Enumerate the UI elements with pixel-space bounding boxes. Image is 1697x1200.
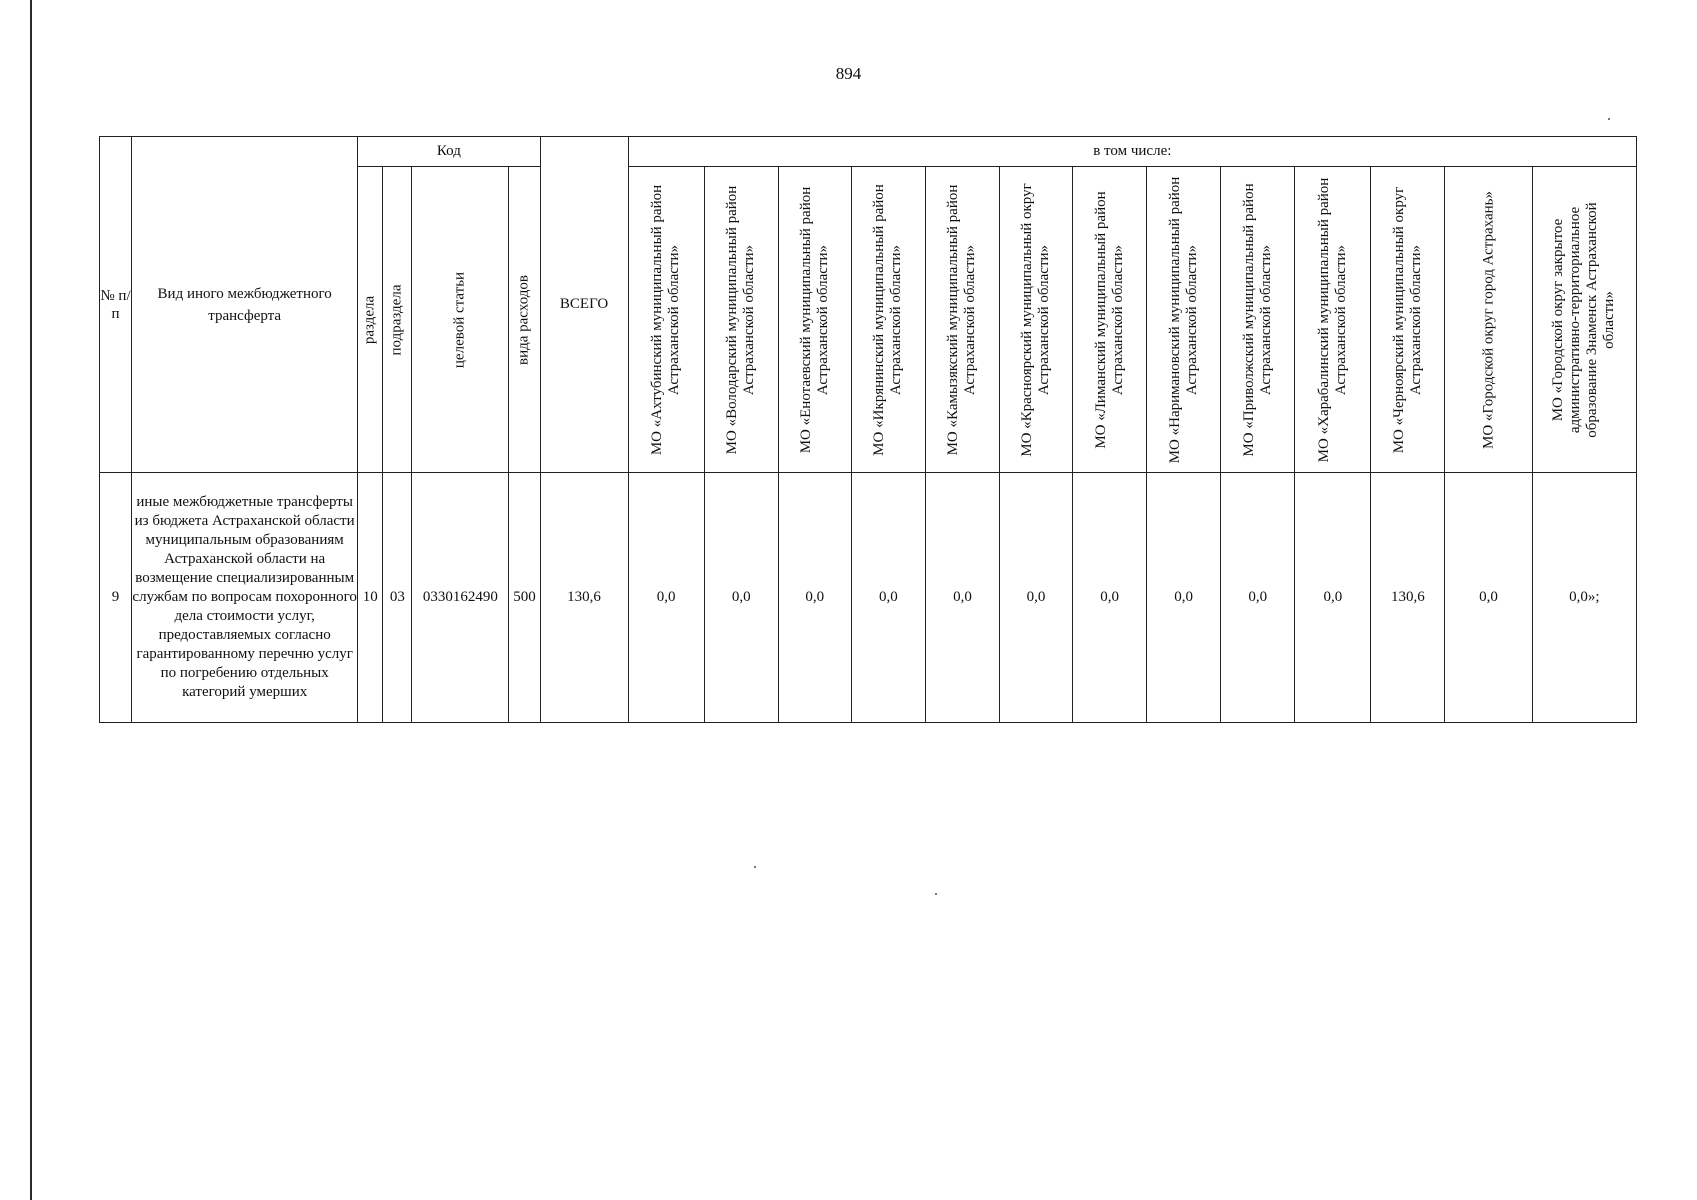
header-mo-privolzhsky: МО «Приволжский муниципальный район Астраханской области» [1221,167,1295,473]
header-num: № п/п [100,137,132,473]
row-mo-enotaevsky: 0,0 [778,473,851,723]
row-mo-akhtubinsky: 0,0 [628,473,704,723]
row-mo-kamyzyaksky: 0,0 [925,473,999,723]
row-code-section: 10 [358,473,383,723]
header-including: в том числе: [628,137,1636,167]
scan-speck [935,893,937,895]
header-mo-narimanovsky: МО «Наримановский муниципальный район Астраханской области» [1147,167,1221,473]
row-mo-znamensk: 0,0»; [1532,473,1636,723]
row-code-target: 0330162490 [412,473,509,723]
header-row-1 [100,137,1637,167]
header-mo-limansky: МО «Лиманский муниципальный район Астраханской области» [1073,167,1147,473]
header-code-subsection: подраздела [383,167,412,473]
header-mo-chernoyarsky: МО «Черноярский муниципальный округ Астраханской области» [1371,167,1445,473]
row-code-subsection: 03 [383,473,412,723]
header-code-target: целевой статьи [412,167,509,473]
header-code-section: раздела [358,167,383,473]
page-number: 894 [835,64,862,83]
row-mo-astrakhan: 0,0 [1445,473,1532,723]
row-mo-kharabalinsky: 0,0 [1295,473,1371,723]
row-name: иные межбюджетные трансферты из бюджета Астраханской области муниципальным образованиям Астраханской области на возмещение специализированным службам по вопросам похоронного дела стоимости услуг, предоставляемых согласно гарантированному перечню услуг по погребению отдельных категорий умерших [132,473,358,723]
header-mo-volodarsky: МО «Володарский муниципальный район Астраханской области» [704,167,778,473]
row-code-expense-type: 500 [509,473,540,723]
header-mo-ikryaninsky: МО «Икрянинский муниципальный район Астраханской области» [851,167,925,473]
scan-edge-line [30,0,32,1200]
header-mo-kamyzyaksky: МО «Камызякский муниципальный район Астраханской области» [925,167,999,473]
row-total: 130,6 [540,473,628,723]
row-mo-krasnoyarsky: 0,0 [999,473,1072,723]
header-name: Вид иного межбюджетного трансферта [132,137,358,473]
header-total: ВСЕГО [540,137,628,473]
row-mo-chernoyarsky: 130,6 [1371,473,1445,723]
header-mo-kharabalinsky: МО «Харабалинский муниципальный район Астраханской области» [1295,167,1371,473]
transfer-table [99,136,1637,723]
row-mo-narimanovsky: 0,0 [1147,473,1221,723]
row-mo-privolzhsky: 0,0 [1221,473,1295,723]
row-mo-limansky: 0,0 [1073,473,1147,723]
header-mo-znamensk: МО «Городской округ закрытое административно-территориальное образование Знаменск Астраханской области» [1532,167,1636,473]
header-mo-enotaevsky: МО «Енотаевский муниципальный район Астраханской области» [778,167,851,473]
header-mo-krasnoyarsky: МО «Красноярский муниципальный округ Астраханской области» [999,167,1072,473]
header-code-group: Код [358,137,540,167]
row-num: 9 [100,473,132,723]
header-mo-akhtubinsky: МО «Ахтубинский муниципальный район Астраханской области» [628,167,704,473]
row-mo-volodarsky: 0,0 [704,473,778,723]
table-row [100,473,1637,723]
header-code-expense-type: вида расходов [509,167,540,473]
scan-speck [754,866,756,868]
row-mo-ikryaninsky: 0,0 [851,473,925,723]
header-mo-astrakhan: МО «Городской округ город Астрахань» [1445,167,1532,473]
scan-speck [1608,118,1610,120]
